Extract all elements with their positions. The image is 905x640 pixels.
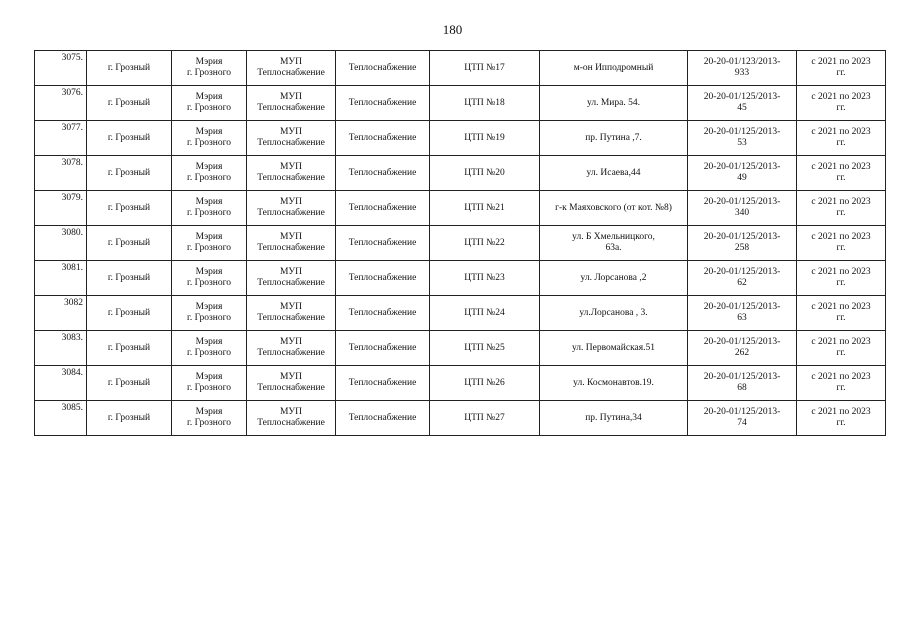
organization-line: Теплоснабжение	[257, 383, 325, 393]
row-number-cell: 3077.	[35, 121, 87, 156]
period-cell	[797, 121, 886, 156]
organization-cell	[247, 51, 336, 86]
registration-code-line: 262	[734, 348, 750, 358]
organization-line: Теплоснабжение	[257, 313, 325, 323]
row-number-cell: 3075.	[35, 51, 87, 86]
row-number-cell: 3082	[35, 296, 87, 331]
table-row	[35, 401, 886, 436]
registration-code-cell	[688, 401, 797, 436]
register-body	[35, 51, 886, 436]
administration-line: Мэрия	[195, 372, 223, 382]
register-table	[34, 50, 886, 436]
page-number: 180	[442, 22, 463, 37]
table-row	[35, 261, 886, 296]
period-line: с 2021 по 2023	[811, 162, 871, 172]
registration-code-cell	[688, 296, 797, 331]
table-row	[35, 51, 886, 86]
administration-line: Мэрия	[195, 57, 223, 67]
registration-code-cell	[688, 121, 797, 156]
period-line: с 2021 по 2023	[811, 337, 871, 347]
row-number-cell: 3078.	[35, 156, 87, 191]
period-line: гг.	[836, 278, 846, 288]
administration-line: Мэрия	[195, 302, 223, 312]
period-line: гг.	[836, 138, 846, 148]
administration-line: г. Грозного	[187, 208, 231, 218]
object-cell: ЦТП №17	[430, 51, 540, 86]
service-cell: Теплоснабжение	[336, 121, 430, 156]
organization-cell	[247, 296, 336, 331]
period-line: гг.	[836, 243, 846, 253]
registration-code-line: 62	[737, 278, 747, 288]
administration-line: Мэрия	[195, 337, 223, 347]
organization-line: МУП	[279, 127, 303, 137]
administration-line: Мэрия	[195, 127, 223, 137]
address-cell: ул. Первомайская.51	[540, 331, 688, 366]
organization-line: Теплоснабжение	[257, 208, 325, 218]
administration-cell	[172, 226, 247, 261]
registration-code-line: 20-20-01/125/2013-	[703, 92, 781, 102]
administration-line: Мэрия	[195, 92, 223, 102]
organization-line: Теплоснабжение	[257, 418, 325, 428]
city-cell: г. Грозный	[87, 191, 172, 226]
administration-cell	[172, 261, 247, 296]
administration-line: г. Грозного	[187, 103, 231, 113]
administration-line: Мэрия	[195, 267, 223, 277]
row-number-cell: 3081.	[35, 261, 87, 296]
object-cell: ЦТП №26	[430, 366, 540, 401]
service-cell: Теплоснабжение	[336, 86, 430, 121]
period-line: с 2021 по 2023	[811, 127, 871, 137]
address-line: 63а.	[605, 243, 622, 253]
organization-cell	[247, 366, 336, 401]
administration-line: Мэрия	[195, 162, 223, 172]
object-cell: ЦТП №23	[430, 261, 540, 296]
registration-code-line: 933	[734, 68, 750, 78]
period-cell	[797, 331, 886, 366]
registration-code-line: 20-20-01/125/2013-	[703, 197, 781, 207]
registration-code-line: 20-20-01/125/2013-	[703, 302, 781, 312]
registration-code-line: 20-20-01/125/2013-	[703, 337, 781, 347]
service-cell: Теплоснабжение	[336, 191, 430, 226]
city-cell: г. Грозный	[87, 366, 172, 401]
period-line: гг.	[836, 313, 846, 323]
service-cell: Теплоснабжение	[336, 366, 430, 401]
organization-line: МУП	[279, 302, 303, 312]
period-cell	[797, 226, 886, 261]
organization-line: Теплоснабжение	[257, 103, 325, 113]
organization-line: МУП	[279, 337, 303, 347]
address-cell: ул.Лорсанова , 3.	[540, 296, 688, 331]
registration-code-cell	[688, 86, 797, 121]
organization-line: МУП	[279, 197, 303, 207]
period-line: с 2021 по 2023	[811, 407, 871, 417]
city-cell: г. Грозный	[87, 296, 172, 331]
address-cell: ул. Лорсанова ,2	[540, 261, 688, 296]
table-row	[35, 226, 886, 261]
object-cell: ЦТП №19	[430, 121, 540, 156]
table-row	[35, 121, 886, 156]
administration-line: г. Грозного	[187, 243, 231, 253]
administration-cell	[172, 156, 247, 191]
registration-code-line: 20-20-01/125/2013-	[703, 407, 781, 417]
period-cell	[797, 366, 886, 401]
period-line: с 2021 по 2023	[811, 267, 871, 277]
organization-line: Теплоснабжение	[257, 278, 325, 288]
period-cell	[797, 86, 886, 121]
period-line: гг.	[836, 208, 846, 218]
table-row	[35, 86, 886, 121]
registration-code-line: 340	[734, 208, 750, 218]
service-cell: Теплоснабжение	[336, 331, 430, 366]
organization-line: МУП	[279, 57, 303, 67]
address-cell: пр. Путина ,7.	[540, 121, 688, 156]
registration-code-cell	[688, 156, 797, 191]
administration-line: г. Грозного	[187, 138, 231, 148]
registration-code-line: 53	[737, 138, 747, 148]
registration-code-cell	[688, 331, 797, 366]
row-number-cell: 3080.	[35, 226, 87, 261]
period-line: гг.	[836, 348, 846, 358]
address-cell: ул. Исаева,44	[540, 156, 688, 191]
period-cell	[797, 51, 886, 86]
address-cell: пр. Путина,34	[540, 401, 688, 436]
administration-line: г. Грозного	[187, 313, 231, 323]
administration-line: Мэрия	[195, 197, 223, 207]
city-cell: г. Грозный	[87, 86, 172, 121]
table-row	[35, 191, 886, 226]
city-cell: г. Грозный	[87, 261, 172, 296]
organization-line: Теплоснабжение	[257, 68, 325, 78]
administration-line: г. Грозного	[187, 173, 231, 183]
organization-line: МУП	[279, 92, 303, 102]
period-line: с 2021 по 2023	[811, 197, 871, 207]
registration-code-cell	[688, 226, 797, 261]
registration-code-line: 63	[737, 313, 747, 323]
period-cell	[797, 261, 886, 296]
registration-code-line: 20-20-01/125/2013-	[703, 127, 781, 137]
registration-code-line: 20-20-01/123/2013-	[703, 57, 781, 67]
registration-code-cell	[688, 366, 797, 401]
city-cell: г. Грозный	[87, 51, 172, 86]
organization-cell	[247, 261, 336, 296]
organization-line: МУП	[279, 232, 303, 242]
period-line: гг.	[836, 173, 846, 183]
organization-line: Теплоснабжение	[257, 138, 325, 148]
city-cell: г. Грозный	[87, 156, 172, 191]
period-line: гг.	[836, 103, 846, 113]
organization-cell	[247, 121, 336, 156]
administration-line: г. Грозного	[187, 348, 231, 358]
registration-code-line: 45	[737, 103, 747, 113]
administration-line: г. Грозного	[187, 383, 231, 393]
administration-cell	[172, 331, 247, 366]
period-line: гг.	[836, 68, 846, 78]
period-cell	[797, 401, 886, 436]
city-cell: г. Грозный	[87, 121, 172, 156]
administration-line: Мэрия	[195, 232, 223, 242]
object-cell: ЦТП №22	[430, 226, 540, 261]
table-row	[35, 156, 886, 191]
administration-line: Мэрия	[195, 407, 223, 417]
service-cell: Теплоснабжение	[336, 261, 430, 296]
period-line: с 2021 по 2023	[811, 302, 871, 312]
registration-code-line: 258	[734, 243, 750, 253]
table-row	[35, 366, 886, 401]
address-cell	[540, 226, 688, 261]
administration-cell	[172, 401, 247, 436]
object-cell: ЦТП №25	[430, 331, 540, 366]
registration-code-cell	[688, 191, 797, 226]
registration-code-line: 20-20-01/125/2013-	[703, 267, 781, 277]
period-line: с 2021 по 2023	[811, 232, 871, 242]
organization-cell	[247, 191, 336, 226]
service-cell: Теплоснабжение	[336, 51, 430, 86]
object-cell: ЦТП №24	[430, 296, 540, 331]
organization-line: МУП	[279, 267, 303, 277]
city-cell: г. Грозный	[87, 331, 172, 366]
object-cell: ЦТП №27	[430, 401, 540, 436]
organization-cell	[247, 331, 336, 366]
administration-line: г. Грозного	[187, 68, 231, 78]
table-row	[35, 331, 886, 366]
registration-code-line: 49	[737, 173, 747, 183]
organization-cell	[247, 86, 336, 121]
period-line: с 2021 по 2023	[811, 372, 871, 382]
service-cell: Теплоснабжение	[336, 156, 430, 191]
period-line: гг.	[836, 383, 846, 393]
service-cell: Теплоснабжение	[336, 296, 430, 331]
organization-cell	[247, 401, 336, 436]
city-cell: г. Грозный	[87, 226, 172, 261]
object-cell: ЦТП №21	[430, 191, 540, 226]
registration-code-line: 74	[737, 418, 747, 428]
organization-line: Теплоснабжение	[257, 243, 325, 253]
administration-line: г. Грозного	[187, 418, 231, 428]
object-cell: ЦТП №18	[430, 86, 540, 121]
address-cell: м-он Ипподромный	[540, 51, 688, 86]
registration-code-line: 20-20-01/125/2013-	[703, 232, 781, 242]
row-number-cell: 3076.	[35, 86, 87, 121]
period-cell	[797, 156, 886, 191]
service-cell: Теплоснабжение	[336, 401, 430, 436]
city-cell: г. Грозный	[87, 401, 172, 436]
administration-cell	[172, 296, 247, 331]
registration-code-line: 68	[737, 383, 747, 393]
row-number-cell: 3084.	[35, 366, 87, 401]
address-cell: ул. Космонавтов.19.	[540, 366, 688, 401]
registration-code-line: 20-20-01/125/2013-	[703, 372, 781, 382]
period-line: гг.	[836, 418, 846, 428]
row-number-cell: 3083.	[35, 331, 87, 366]
table-row	[35, 296, 886, 331]
address-line: ул. Б Хмельницкого,	[572, 232, 655, 242]
organization-line: МУП	[279, 162, 303, 172]
organization-line: МУП	[279, 372, 303, 382]
administration-cell	[172, 121, 247, 156]
administration-cell	[172, 366, 247, 401]
organization-cell	[247, 156, 336, 191]
organization-line: Теплоснабжение	[257, 173, 325, 183]
registration-code-cell	[688, 261, 797, 296]
address-cell: г-к Маяховского (от кот. №8)	[540, 191, 688, 226]
registration-code-line: 20-20-01/125/2013-	[703, 162, 781, 172]
administration-line: г. Грозного	[187, 278, 231, 288]
organization-line: МУП	[279, 407, 303, 417]
service-cell: Теплоснабжение	[336, 226, 430, 261]
administration-cell	[172, 51, 247, 86]
administration-cell	[172, 86, 247, 121]
row-number-cell: 3079.	[35, 191, 87, 226]
administration-cell	[172, 191, 247, 226]
period-cell	[797, 191, 886, 226]
object-cell: ЦТП №20	[430, 156, 540, 191]
period-line: с 2021 по 2023	[811, 92, 871, 102]
address-cell: ул. Мира. 54.	[540, 86, 688, 121]
registration-code-cell	[688, 51, 797, 86]
organization-line: Теплоснабжение	[257, 348, 325, 358]
row-number-cell: 3085.	[35, 401, 87, 436]
period-cell	[797, 296, 886, 331]
organization-cell	[247, 226, 336, 261]
period-line: с 2021 по 2023	[811, 57, 871, 67]
